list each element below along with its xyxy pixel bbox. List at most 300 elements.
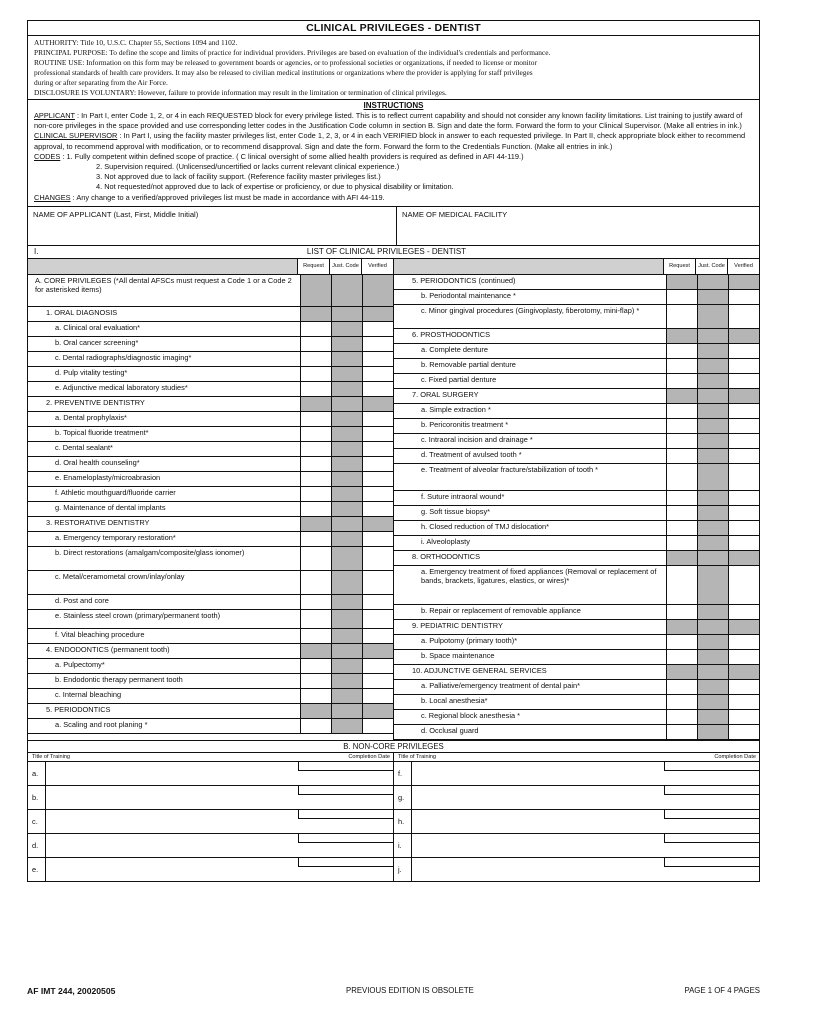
request-cell[interactable] xyxy=(300,442,331,456)
request-cell[interactable] xyxy=(666,449,697,463)
verified-cell[interactable] xyxy=(362,502,393,516)
verified-cell[interactable] xyxy=(728,605,759,619)
just-code-cell xyxy=(697,605,728,619)
verified-cell xyxy=(362,397,393,411)
request-cell[interactable] xyxy=(300,659,331,673)
request-cell[interactable] xyxy=(666,506,697,520)
just-code-cell xyxy=(331,397,362,411)
just-code-cell xyxy=(697,305,728,328)
privilege-label: b. Direct restorations (amalgam/composite/glass ionomer) xyxy=(55,547,245,557)
changes-label: CHANGES xyxy=(34,192,71,202)
request-cell[interactable] xyxy=(300,595,331,609)
training-letter: a. xyxy=(28,762,46,785)
verified-cell[interactable] xyxy=(362,457,393,471)
verified-cell[interactable] xyxy=(728,710,759,724)
privilege-item-row xyxy=(28,337,393,352)
applicant-text: : In Part I, enter Code 1, 2, or 4 in each REQUESTED block for every privilege listed. This is to reflect current capability and should not consider any known facility limitations. List training to justify award of non-core privileges in the space provided and use corresponding letter codes in the Justification Code column in section B. Sign and date the form. Forward the form to your Clinical Supervisor. (Make all entries in ink.) xyxy=(34,111,743,131)
privilege-item-row xyxy=(394,434,759,449)
just-code-cell xyxy=(331,502,362,516)
request-cell[interactable] xyxy=(300,532,331,546)
just-code-cell xyxy=(331,472,362,486)
request-cell[interactable] xyxy=(666,419,697,433)
privilege-label: g. Maintenance of dental implants xyxy=(55,502,166,512)
completion-date-field[interactable] xyxy=(298,786,393,795)
request-cell xyxy=(300,307,331,321)
just-code-cell xyxy=(697,464,728,490)
authority-line: AUTHORITY: Title 10, U.S.C. Chapter 55, Sections 1094 and 1102. xyxy=(34,38,238,47)
privilege-label: c. Dental radiographs/diagnostic imaging* xyxy=(55,352,192,362)
verified-cell[interactable] xyxy=(728,635,759,649)
request-cell[interactable] xyxy=(300,427,331,441)
privilege-label: c. Dental sealant* xyxy=(55,442,113,452)
code-4: 4. Not requested/not approved due to lack of expertise or proficiency, or due to physical disability or limitation. xyxy=(96,182,454,192)
request-header: Request xyxy=(663,259,695,274)
request-cell[interactable] xyxy=(300,322,331,336)
just-code-cell xyxy=(331,644,362,658)
facility-name-field[interactable] xyxy=(397,207,759,245)
verified-cell[interactable] xyxy=(728,491,759,505)
page-number: PAGE 1 OF 4 PAGES xyxy=(684,986,760,995)
training-row xyxy=(28,786,393,810)
request-cell xyxy=(300,275,331,306)
privilege-label: c. Regional block anesthesia * xyxy=(421,710,521,720)
just-code-cell xyxy=(331,382,362,396)
privilege-item-row xyxy=(28,719,393,734)
verified-cell[interactable] xyxy=(362,352,393,366)
request-cell[interactable] xyxy=(666,521,697,535)
request-cell[interactable] xyxy=(666,710,697,724)
privilege-item-row xyxy=(28,610,393,629)
training-title-field[interactable] xyxy=(46,762,393,785)
just-code-header: Just. Code xyxy=(695,259,727,274)
request-cell[interactable] xyxy=(666,491,697,505)
request-cell[interactable] xyxy=(666,695,697,709)
request-cell[interactable] xyxy=(666,464,697,490)
privilege-label: a. Pulpotomy (primary tooth)* xyxy=(421,635,518,645)
privilege-label: 10. ADJUNCTIVE GENERAL SERVICES xyxy=(412,665,547,675)
completion-date-field[interactable] xyxy=(664,858,759,867)
just-code-cell xyxy=(697,725,728,739)
just-code-cell xyxy=(697,491,728,505)
privilege-label: h. Closed reduction of TMJ dislocation* xyxy=(421,521,550,531)
column-header xyxy=(394,259,759,275)
form-number: AF IMT 244, 20020505 xyxy=(27,986,116,996)
just-code-cell xyxy=(697,275,728,289)
verified-cell[interactable] xyxy=(728,434,759,448)
privilege-label: c. Metal/ceramometal crown/inlay/onlay xyxy=(55,571,185,581)
privilege-item-row xyxy=(28,322,393,337)
privilege-item-row xyxy=(394,536,759,551)
routine-use-line-3: during or after separating from the Air Force. xyxy=(34,78,168,87)
verified-cell xyxy=(728,551,759,565)
privilege-label: f. Suture intraoral wound* xyxy=(421,491,505,501)
just-code-cell xyxy=(331,719,362,733)
verified-cell[interactable] xyxy=(362,382,393,396)
verified-cell[interactable] xyxy=(362,595,393,609)
request-cell[interactable] xyxy=(300,487,331,501)
verified-cell xyxy=(362,307,393,321)
training-title-field[interactable] xyxy=(46,810,393,833)
verified-cell[interactable] xyxy=(362,472,393,486)
completion-date-label: Completion Date xyxy=(714,753,756,760)
verified-cell[interactable] xyxy=(362,532,393,546)
request-cell[interactable] xyxy=(300,502,331,516)
verified-cell[interactable] xyxy=(362,427,393,441)
request-cell xyxy=(666,275,697,289)
privilege-item-row xyxy=(28,659,393,674)
privilege-category-row xyxy=(394,389,759,404)
verified-cell[interactable] xyxy=(728,344,759,358)
privilege-item-row xyxy=(28,547,393,571)
privilege-item-row xyxy=(28,532,393,547)
section-roman: I. xyxy=(34,246,39,256)
privilege-label: a. Emergency temporary restoration* xyxy=(55,532,176,542)
privilege-label: b. Oral cancer screening* xyxy=(55,337,139,347)
just-code-cell xyxy=(697,419,728,433)
request-cell[interactable] xyxy=(300,610,331,628)
request-cell[interactable] xyxy=(666,650,697,664)
verified-cell xyxy=(362,275,393,306)
request-cell[interactable] xyxy=(666,290,697,304)
just-code-cell xyxy=(697,344,728,358)
just-code-cell xyxy=(331,367,362,381)
verified-cell xyxy=(728,389,759,403)
privilege-item-row xyxy=(28,689,393,704)
request-cell[interactable] xyxy=(666,434,697,448)
instructions-heading: INSTRUCTIONS xyxy=(363,101,424,110)
privilege-label: 2. PREVENTIVE DENTISTRY xyxy=(46,397,145,407)
just-code-cell xyxy=(697,536,728,550)
just-code-cell xyxy=(697,434,728,448)
completion-date-field[interactable] xyxy=(298,834,393,843)
privilege-label: a. Complete denture xyxy=(421,344,488,354)
verified-cell[interactable] xyxy=(362,322,393,336)
request-cell[interactable] xyxy=(300,674,331,688)
verified-cell[interactable] xyxy=(728,290,759,304)
verified-cell[interactable] xyxy=(728,374,759,388)
privilege-item-row xyxy=(28,412,393,427)
privilege-label: c. Intraoral incision and drainage * xyxy=(421,434,533,444)
verified-cell[interactable] xyxy=(728,536,759,550)
training-letter: c. xyxy=(28,810,46,833)
training-title-field[interactable] xyxy=(412,810,759,833)
privilege-label: b. Repair or replacement of removable appliance xyxy=(421,605,581,615)
verified-cell[interactable] xyxy=(728,359,759,373)
privilege-item-row xyxy=(28,352,393,367)
completion-date-field[interactable] xyxy=(298,858,393,867)
training-letter: e. xyxy=(28,858,46,881)
facility-name-label: NAME OF MEDICAL FACILITY xyxy=(402,209,508,219)
privilege-label: a. Scaling and root planing * xyxy=(55,719,148,729)
privilege-label: b. Pericoronitis treatment * xyxy=(421,419,509,429)
verified-cell[interactable] xyxy=(362,442,393,456)
previous-edition-note: PREVIOUS EDITION IS OBSOLETE xyxy=(346,986,474,995)
verified-cell xyxy=(362,644,393,658)
verified-cell[interactable] xyxy=(728,650,759,664)
privilege-label: e. Enameloplasty/microabrasion xyxy=(55,472,161,482)
verified-cell[interactable] xyxy=(362,337,393,351)
verified-cell[interactable] xyxy=(728,521,759,535)
verified-cell[interactable] xyxy=(362,412,393,426)
request-cell[interactable] xyxy=(666,635,697,649)
privilege-item-row xyxy=(28,472,393,487)
privilege-item-row xyxy=(394,605,759,620)
privilege-category-row xyxy=(28,275,393,307)
request-cell[interactable] xyxy=(666,404,697,418)
training-letter: f. xyxy=(394,762,412,785)
training-title-field[interactable] xyxy=(412,762,759,785)
code-3: 3. Not approved due to lack of facility support. (Reference facility master privileges list.) xyxy=(96,172,381,182)
training-header xyxy=(28,753,393,762)
privilege-category-row xyxy=(28,704,393,719)
request-cell[interactable] xyxy=(666,359,697,373)
just-code-cell xyxy=(331,352,362,366)
verified-cell[interactable] xyxy=(728,506,759,520)
changes-instructions xyxy=(34,193,753,203)
verified-cell xyxy=(362,517,393,531)
request-cell[interactable] xyxy=(666,566,697,604)
privilege-label: b. Space maintenance xyxy=(421,650,495,660)
privileges-list xyxy=(28,259,759,741)
request-cell[interactable] xyxy=(300,629,331,643)
supervisor-label: CLINICAL SUPERVISOR xyxy=(34,131,118,141)
completion-date-field[interactable] xyxy=(664,810,759,819)
purpose-line: PRINCIPAL PURPOSE: To define the scope and limits of practice for individual providers. Privileges are based on evaluation of the individual's credentials and performance. xyxy=(34,48,551,57)
verified-cell[interactable] xyxy=(362,547,393,570)
privilege-label: c. Minor gingival procedures (Gingivoplasty, fiberotomy, mini-flap) * xyxy=(421,305,640,315)
request-cell[interactable] xyxy=(666,305,697,328)
codes-block xyxy=(34,152,753,193)
clinical-privileges-form xyxy=(27,20,760,882)
privilege-label: b. Local anesthesia* xyxy=(421,695,488,705)
privilege-label: c. Internal bleaching xyxy=(55,689,122,699)
request-cell[interactable] xyxy=(666,344,697,358)
verified-cell[interactable] xyxy=(728,305,759,328)
completion-date-field[interactable] xyxy=(664,786,759,795)
applicant-name-label: NAME OF APPLICANT (Last, First, Middle Initial) xyxy=(33,209,199,219)
privilege-item-row xyxy=(28,382,393,397)
request-cell[interactable] xyxy=(666,680,697,694)
verified-cell[interactable] xyxy=(728,419,759,433)
just-code-cell xyxy=(697,665,728,679)
training-title-field[interactable] xyxy=(46,834,393,857)
request-cell[interactable] xyxy=(300,337,331,351)
just-code-cell xyxy=(697,359,728,373)
training-title-field[interactable] xyxy=(412,858,759,881)
just-code-cell xyxy=(697,290,728,304)
verified-cell[interactable] xyxy=(728,449,759,463)
just-code-cell xyxy=(331,689,362,703)
training-row xyxy=(28,810,393,834)
request-cell xyxy=(300,644,331,658)
title-of-training-label: Title of Training xyxy=(398,753,437,760)
just-code-cell xyxy=(697,389,728,403)
verified-cell[interactable] xyxy=(728,566,759,604)
privilege-category-row xyxy=(28,644,393,659)
just-code-cell xyxy=(331,307,362,321)
verified-cell xyxy=(728,665,759,679)
training-letter: d. xyxy=(28,834,46,857)
privilege-item-row xyxy=(394,725,759,740)
just-code-cell xyxy=(331,412,362,426)
training-letter: b. xyxy=(28,786,46,809)
privilege-item-row xyxy=(394,290,759,305)
just-code-cell xyxy=(697,650,728,664)
privilege-category-row xyxy=(394,665,759,680)
completion-date-field[interactable] xyxy=(664,834,759,843)
request-cell[interactable] xyxy=(300,571,331,594)
privilege-item-row xyxy=(394,359,759,374)
privilege-label: 5. PERIODONTICS xyxy=(46,704,111,714)
request-cell xyxy=(300,397,331,411)
verified-cell[interactable] xyxy=(362,610,393,628)
completion-date-field[interactable] xyxy=(298,762,393,771)
privilege-label: c. Fixed partial denture xyxy=(421,374,497,384)
just-code-cell xyxy=(697,404,728,418)
privilege-item-row xyxy=(394,344,759,359)
request-cell[interactable] xyxy=(300,367,331,381)
supervisor-text: : In Part I, using the facility master privileges list, enter Code 1, 2, 3, or 4 in each VERIFIED block in answer to each requested privilege. In Part II, check appropriate block either to recommend approval, to recommend approval with modification, or to recommend disapproval. Sign and date the form. Forward the form to the Credentials Function. (Make all entries in ink.) xyxy=(34,131,746,151)
privilege-label: 6. PROSTHODONTICS xyxy=(412,329,491,339)
just-code-cell xyxy=(331,674,362,688)
column-header xyxy=(28,259,393,275)
just-code-cell xyxy=(331,547,362,570)
training-title-field[interactable] xyxy=(412,786,759,809)
just-code-cell xyxy=(331,517,362,531)
applicant-instructions xyxy=(34,111,753,131)
privilege-label: b. Endodontic therapy permanent tooth xyxy=(55,674,183,684)
training-column-right xyxy=(394,753,759,881)
request-cell[interactable] xyxy=(300,412,331,426)
verified-cell[interactable] xyxy=(362,674,393,688)
completion-date-field[interactable] xyxy=(298,810,393,819)
privacy-act-statement xyxy=(28,36,759,100)
request-cell[interactable] xyxy=(666,605,697,619)
just-code-cell xyxy=(331,322,362,336)
verified-cell[interactable] xyxy=(362,629,393,643)
privilege-category-row xyxy=(28,307,393,322)
routine-use-line-2: professional standards of health care providers. It may also be released to civilian medical institutions or organizations where the provider is applying for staff privileges xyxy=(34,68,533,77)
training-row xyxy=(394,810,759,834)
training-title-field[interactable] xyxy=(46,786,393,809)
verified-cell[interactable] xyxy=(362,719,393,733)
request-header: Request xyxy=(297,259,329,274)
request-cell xyxy=(666,329,697,343)
privilege-label: b. Removable partial denture xyxy=(421,359,516,369)
privilege-label: d. Treatment of avulsed tooth * xyxy=(421,449,522,459)
just-code-cell xyxy=(697,374,728,388)
just-code-header: Just. Code xyxy=(329,259,361,274)
verified-cell[interactable] xyxy=(728,695,759,709)
privilege-label: f. Athletic mouthguard/fluoride carrier xyxy=(55,487,176,497)
request-cell xyxy=(666,620,697,634)
applicant-name-field[interactable] xyxy=(28,207,397,245)
verified-cell[interactable] xyxy=(728,404,759,418)
request-cell[interactable] xyxy=(666,536,697,550)
verified-cell xyxy=(728,275,759,289)
training-row xyxy=(394,786,759,810)
privilege-item-row xyxy=(28,502,393,517)
just-code-cell xyxy=(697,566,728,604)
verified-cell[interactable] xyxy=(728,464,759,490)
just-code-cell xyxy=(697,680,728,694)
just-code-cell xyxy=(697,521,728,535)
privilege-label: 4. ENDODONTICS (permanent tooth) xyxy=(46,644,170,654)
request-cell[interactable] xyxy=(300,719,331,733)
training-row xyxy=(28,834,393,858)
request-cell[interactable] xyxy=(666,374,697,388)
code-2: 2. Supervision required. (Unlicensed/uncertified or lacks current relevant clinical experience.) xyxy=(96,162,400,172)
privilege-item-row xyxy=(394,491,759,506)
instructions-block xyxy=(28,100,759,207)
just-code-cell xyxy=(331,629,362,643)
verified-cell[interactable] xyxy=(362,487,393,501)
privilege-item-row xyxy=(394,464,759,491)
verified-cell[interactable] xyxy=(362,659,393,673)
just-code-cell xyxy=(697,449,728,463)
training-row xyxy=(28,858,393,881)
request-cell[interactable] xyxy=(666,725,697,739)
just-code-cell xyxy=(331,487,362,501)
request-cell[interactable] xyxy=(300,382,331,396)
verified-cell xyxy=(362,704,393,718)
just-code-cell xyxy=(697,551,728,565)
training-title-field[interactable] xyxy=(412,834,759,857)
request-cell xyxy=(300,517,331,531)
changes-text: : Any change to a verified/approved privileges list must be made in accordance with AFI 44-119. xyxy=(70,192,385,202)
verified-cell[interactable] xyxy=(362,689,393,703)
privilege-label: e. Stainless steel crown (primary/permanent tooth) xyxy=(55,610,221,620)
privilege-item-row xyxy=(394,680,759,695)
privilege-label: 8. ORTHODONTICS xyxy=(412,551,481,561)
privilege-label: d. Pulp vitality testing* xyxy=(55,367,128,377)
request-cell[interactable] xyxy=(300,457,331,471)
completion-date-field[interactable] xyxy=(664,762,759,771)
privilege-item-row xyxy=(394,506,759,521)
privilege-label: a. Simple extraction * xyxy=(421,404,491,414)
just-code-cell xyxy=(331,275,362,306)
privilege-category-row xyxy=(394,275,759,290)
training-row xyxy=(28,762,393,786)
request-cell[interactable] xyxy=(300,547,331,570)
routine-use-line: ROUTINE USE: Information on this form may be released to government boards or agencies, or to professional societies or organizations, if needed to license or monitor xyxy=(34,58,537,67)
verified-cell[interactable] xyxy=(362,367,393,381)
training-title-field[interactable] xyxy=(46,858,393,881)
privilege-category-row xyxy=(28,397,393,412)
verified-cell[interactable] xyxy=(728,680,759,694)
privilege-item-row xyxy=(394,449,759,464)
privileges-column-left xyxy=(28,259,394,740)
code-1-text: : 1. Fully competent within defined scope of practice. ( C linical oversight of some allied health providers is required as defined in AFI 44-119.) xyxy=(60,151,524,161)
training-letter: g. xyxy=(394,786,412,809)
privilege-label: 3. RESTORATIVE DENTISTRY xyxy=(46,517,150,527)
request-cell[interactable] xyxy=(300,689,331,703)
noncore-title: B. NON-CORE PRIVILEGES xyxy=(28,741,759,753)
request-cell[interactable] xyxy=(300,472,331,486)
privilege-label: b. Topical fluoride treatment* xyxy=(55,427,149,437)
verified-cell[interactable] xyxy=(728,725,759,739)
request-cell[interactable] xyxy=(300,352,331,366)
request-cell xyxy=(666,389,697,403)
verified-cell[interactable] xyxy=(362,571,393,594)
training-row xyxy=(394,834,759,858)
just-code-cell xyxy=(331,610,362,628)
privilege-item-row xyxy=(394,305,759,329)
privilege-category-row xyxy=(394,329,759,344)
section-1-header xyxy=(28,246,759,259)
name-fields xyxy=(28,207,759,246)
privileges-column-right xyxy=(394,259,759,740)
